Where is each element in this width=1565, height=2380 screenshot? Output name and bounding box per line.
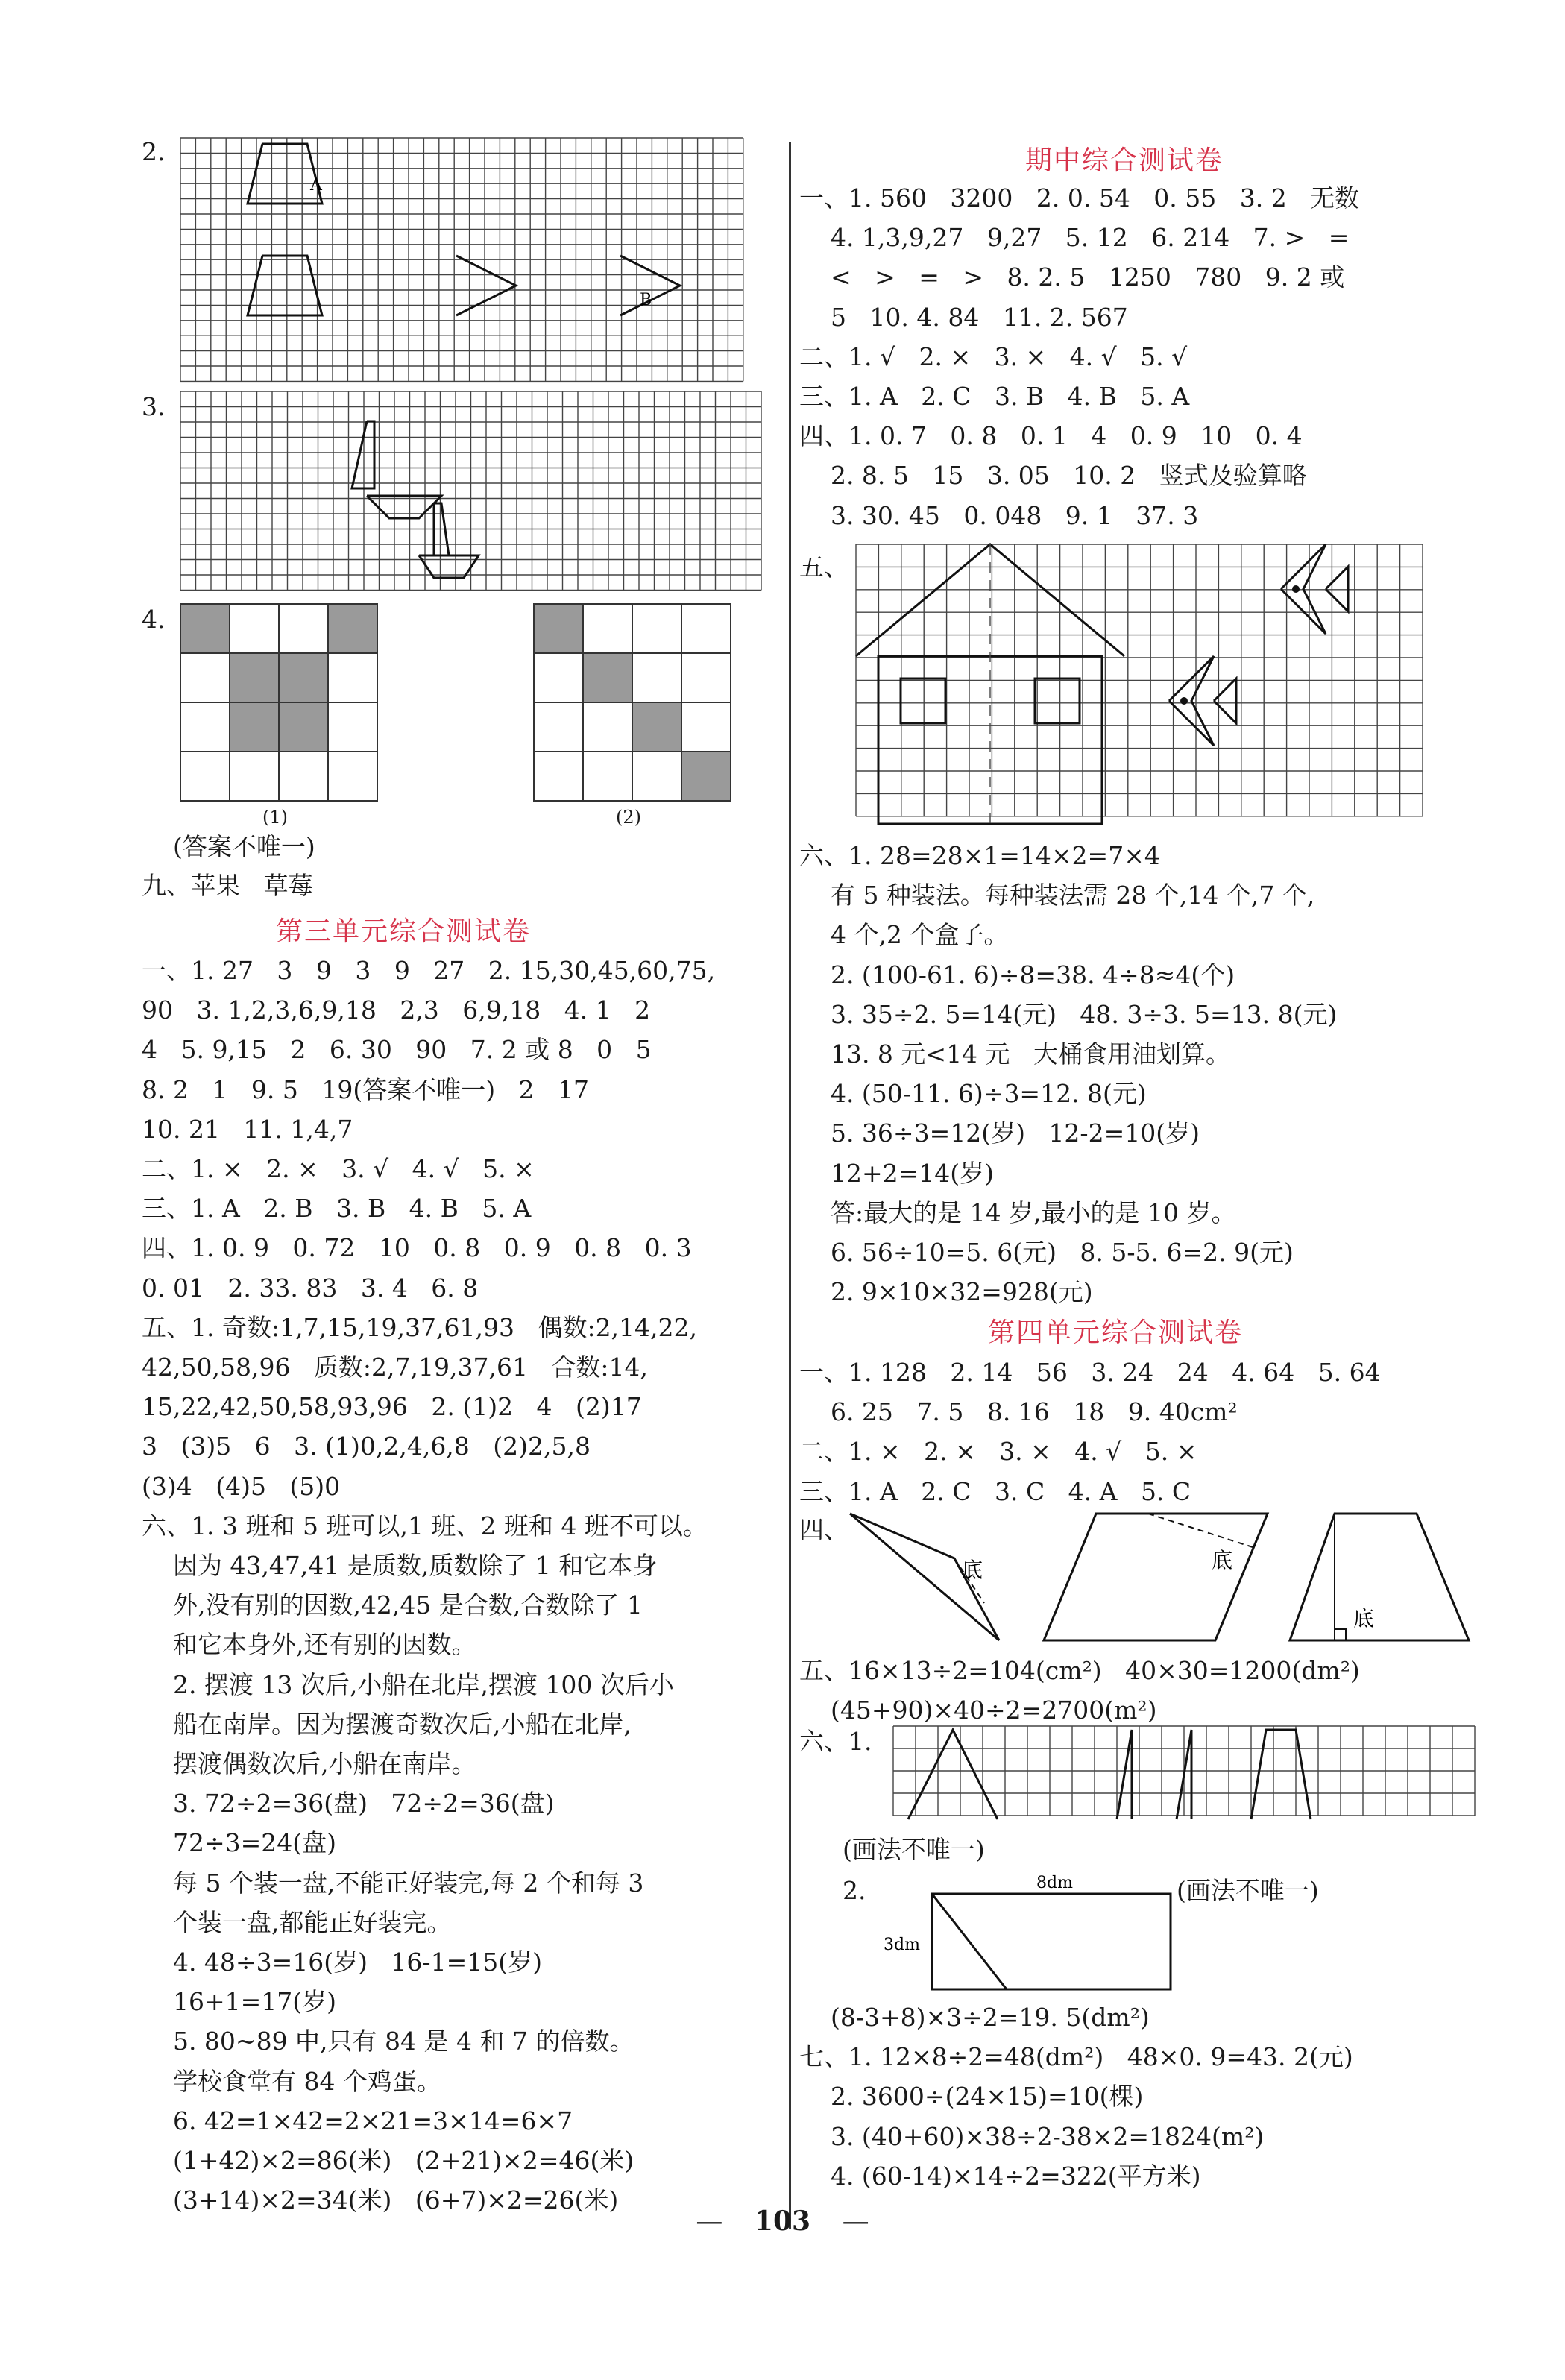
answer-line: 12+2=14(岁) — [799, 1158, 994, 1188]
fig4-label: 4. — [142, 605, 166, 634]
shaded-cell — [279, 702, 328, 752]
answer-line: 5. 80~89 中,只有 84 是 4 和 7 的倍数。 — [142, 2027, 634, 2056]
grid-cell — [180, 752, 230, 801]
answer-line: 4. (60-14)×14÷2=322(平方米) — [799, 2161, 1201, 2191]
grid-cell — [681, 653, 731, 702]
answer-line: 6. 56÷10=5. 6(元) 8. 5-5. 6=2. 9(元) — [799, 1238, 1294, 1267]
answer-line: (3)4 (4)5 (5)0 — [142, 1471, 341, 1501]
fish-1-eye — [1180, 697, 1188, 705]
section-3-title: 第三单元综合测试卷 — [276, 916, 532, 947]
fig-q6-label: 六、1. — [799, 1727, 872, 1756]
answer-line: 2. 3600÷(24×15)=10(棵) — [799, 2082, 1144, 2112]
grid-cell — [328, 702, 377, 752]
column-divider — [789, 142, 791, 2229]
text-line: 九、苹果 草莓 — [142, 871, 313, 900]
grid-cell — [180, 653, 230, 702]
base-label: 底 — [962, 1558, 983, 1582]
answer-line: 6. 25 7. 5 8. 16 18 9. 40cm² — [799, 1397, 1238, 1427]
grid-figure-3 — [180, 391, 762, 593]
answer-line: 个装一盘,都能正好装完。 — [142, 1907, 452, 1937]
answer-line: 4 个,2 个盒子。 — [799, 920, 1009, 950]
fig3-label: 3. — [142, 392, 166, 421]
dimension-3dm: 3dm — [884, 1936, 920, 1954]
fish-2-eye — [1292, 585, 1300, 593]
answer-line: 因为 43,47,41 是质数,质数除了 1 和它本身 — [142, 1551, 658, 1580]
house-window-right — [1035, 679, 1080, 723]
fish-1 — [1169, 656, 1214, 746]
answer-line: 5 10. 4. 84 11. 2. 567 — [799, 302, 1128, 332]
trapezoid-drawn — [1251, 1730, 1311, 1819]
answer-line: 答:最大的是 14 岁,最小的是 10 岁。 — [799, 1197, 1236, 1227]
answer-line: 2. 9×10×32=928(元) — [799, 1277, 1093, 1307]
base-label: 底 — [1353, 1606, 1375, 1631]
shaded-cell — [583, 653, 632, 702]
grid-cell — [279, 604, 328, 653]
answer-line: 五、1. 奇数:1,7,15,19,37,61,93 偶数:2,14,22, — [142, 1312, 698, 1342]
answer-line: 90 3. 1,2,3,6,9,18 2,3 6,9,18 4. 1 2 — [142, 995, 651, 1025]
answer-line: < > = > 8. 2. 5 1250 780 9. 2 或 — [799, 262, 1345, 292]
answer-line: 10. 21 11. 1,4,7 — [142, 1114, 353, 1144]
fish-2-tail — [1326, 567, 1348, 611]
grid-cell — [534, 752, 583, 801]
answer-line: 每 5 个装一盘,不能正好装完,每 2 个和每 3 — [142, 1868, 644, 1898]
grid-cell — [583, 604, 632, 653]
fig5-label: 五、 — [799, 552, 848, 582]
answer-line: 二、1. × 2. × 3. × 4. √ 5. × — [799, 1437, 1197, 1467]
grid-cell — [632, 604, 681, 653]
answer-line: 13. 8 元<14 元 大桶食用油划算。 — [799, 1039, 1231, 1068]
fig-q6-2-label: 2. — [843, 1876, 866, 1905]
answer-line: 二、1. √ 2. × 3. × 4. √ 5. √ — [799, 341, 1188, 371]
house-window-left — [901, 679, 945, 723]
base-label: 底 — [1212, 1548, 1233, 1572]
answer-line: 三、1. A 2. C 3. B 4. B 5. A — [799, 382, 1190, 411]
shaded-cell — [632, 702, 681, 752]
answer-line: 4 5. 9,15 2 6. 30 90 7. 2 或 8 0 5 — [142, 1035, 652, 1065]
triangle-drawn — [908, 1730, 998, 1819]
midterm-title: 期中综合测试卷 — [1025, 145, 1224, 176]
parallelogram-drawn — [1117, 1730, 1132, 1819]
answer-line: 六、1. 28=28×1=14×2=7×4 — [799, 841, 1160, 870]
grid-figure-2 — [180, 138, 744, 382]
answer-line: 七、1. 12×8÷2=48(dm²) 48×0. 9=43. 2(元) — [799, 2042, 1353, 2072]
answer-line: 8. 2 1 9. 5 19(答案不唯一) 2 17 — [142, 1074, 590, 1104]
boat-shape-1 — [352, 421, 374, 488]
grid-cell — [583, 702, 632, 752]
answer-line: 二、1. × 2. × 3. √ 4. √ 5. × — [142, 1154, 535, 1183]
answer-line: 3. 35÷2. 5=14(元) 48. 3÷3. 5=13. 8(元) — [799, 999, 1338, 1029]
footer-dash: — — [842, 2206, 869, 2237]
caption-1: (1) — [262, 807, 288, 828]
grid-figure-4-1 — [180, 604, 380, 804]
shape-label-b: B — [640, 291, 652, 309]
answer-line: 72÷3=24(盘) — [142, 1828, 336, 1858]
grid-cell — [681, 702, 731, 752]
fig-q4-label: 四、 — [799, 1515, 848, 1544]
answer-line: 0. 01 2. 33. 83 3. 4 6. 8 — [142, 1273, 479, 1303]
grid-cell — [681, 604, 731, 653]
answer-line: 15,22,42,50,58,93,96 2. (1)2 4 (2)17 — [142, 1392, 642, 1422]
q6-grid — [893, 1726, 1475, 1823]
page-footer — [0, 2206, 1565, 2237]
answer-line: 一、1. 128 2. 14 56 3. 24 24 4. 64 5. 64 — [799, 1358, 1381, 1387]
house-fish-grid — [856, 544, 1423, 824]
fig2-label: 2. — [142, 137, 166, 166]
shape-label-a: A — [310, 176, 322, 195]
caption-2: (2) — [616, 807, 641, 828]
note-1: (画法不唯一) — [843, 1835, 985, 1864]
answer-line: 3 (3)5 6 3. (1)0,2,4,6,8 (2)2,5,8 — [142, 1432, 591, 1461]
answer-line: 和它本身外,还有别的因数。 — [142, 1630, 476, 1660]
rectangle-figure — [884, 1874, 1178, 1991]
answer-line: 三、1. A 2. B 3. B 4. B 5. A — [142, 1194, 532, 1224]
grid-cell — [534, 702, 583, 752]
answer-line: 外,没有别的因数,42,45 是合数,合数除了 1 — [142, 1590, 643, 1620]
shaded-cell — [681, 752, 731, 801]
base-figures — [850, 1514, 1506, 1648]
grid-cell — [534, 653, 583, 702]
answer-line: 三、1. A 2. C 3. C 4. A 5. C — [799, 1476, 1191, 1506]
answer-line: 2. 8. 5 15 3. 05 10. 2 竖式及验算略 — [799, 461, 1307, 491]
grid-cell — [632, 752, 681, 801]
answer-line: 六、1. 3 班和 5 班可以,1 班、2 班和 4 班不可以。 — [142, 1511, 708, 1540]
answer-line: (8-3+8)×3÷2=19. 5(dm²) — [799, 2003, 1150, 2032]
shaded-cell — [230, 702, 279, 752]
answer-line: 四、1. 0. 9 0. 72 10 0. 8 0. 9 0. 8 0. 3 — [142, 1233, 692, 1263]
answer-line: (45+90)×40÷2=2700(m²) — [799, 1696, 1157, 1725]
grid-cell — [632, 653, 681, 702]
answer-line: 2. 摆渡 13 次后,小船在北岸,摆渡 100 次后小 — [142, 1669, 674, 1699]
answer-line: 42,50,58,96 质数:2,7,19,37,61 合数:14, — [142, 1353, 649, 1382]
shaded-cell — [328, 604, 377, 653]
note-2: (画法不唯一) — [1177, 1876, 1319, 1905]
answer-line: 一、1. 560 3200 2. 0. 54 0. 55 3. 2 无数 — [799, 183, 1360, 212]
answer-line: 船在南岸。因为摆渡奇数次后,小船在北岸, — [142, 1709, 632, 1739]
parallelogram — [1044, 1514, 1268, 1640]
grid-cell — [583, 752, 632, 801]
grid-cell — [279, 752, 328, 801]
dimension-8dm: 8dm — [1036, 1874, 1073, 1892]
shaded-cell — [180, 604, 230, 653]
trapezoid — [248, 256, 322, 315]
answer-line: 学校食堂有 84 个鸡蛋。 — [142, 2066, 441, 2096]
answer-line: (3+14)×2=34(米) (6+7)×2=26(米) — [142, 2185, 619, 2215]
text-line: (答案不唯一) — [142, 832, 315, 861]
answer-line: 3. (40+60)×38÷2-38×2=1824(m²) — [799, 2121, 1265, 2151]
answer-line: (1+42)×2=86(米) (2+21)×2=46(米) — [142, 2146, 634, 2175]
trapezoid — [1290, 1514, 1469, 1640]
answer-line: 4. 48÷3=16(岁) 16-1=15(岁) — [142, 1948, 542, 1977]
section-4-title: 第四单元综合测试卷 — [988, 1318, 1244, 1348]
answer-line: 一、1. 27 3 9 3 9 27 2. 15,30,45,60,75, — [142, 956, 716, 985]
answer-line: 3. 72÷2=36(盘) 72÷2=36(盘) — [142, 1789, 555, 1819]
answer-line: 16+1=17(岁) — [142, 1987, 336, 2017]
answer-line: 6. 42=1×42=2×21=3×14=6×7 — [142, 2106, 573, 2135]
answer-line: 3. 30. 45 0. 048 9. 1 37. 3 — [799, 500, 1199, 530]
grid-cell — [180, 702, 230, 752]
page-number: 103 — [754, 2206, 811, 2237]
answer-line: 有 5 种装法。每种装法需 28 个,14 个,7 个, — [799, 881, 1315, 910]
fish-1-tail — [1214, 679, 1236, 723]
answer-line: 2. (100-61. 6)÷8=38. 4÷8≈4(个) — [799, 960, 1235, 989]
grid-cell — [230, 752, 279, 801]
answer-line: 4. 1,3,9,27 9,27 5. 12 6. 214 7. > = — [799, 223, 1350, 253]
grid-cell — [328, 752, 377, 801]
shaded-cell — [230, 653, 279, 702]
footer-dash: — — [696, 2206, 723, 2237]
boat-shape-1-base — [367, 496, 441, 518]
arrow-shape — [456, 256, 516, 315]
grid-cell — [230, 604, 279, 653]
answer-line: 5. 36÷3=12(岁) 12-2=10(岁) — [799, 1118, 1200, 1148]
grid-cell — [328, 653, 377, 702]
answer-line: 摆渡偶数次后,小船在南岸。 — [142, 1749, 476, 1778]
answer-line: 4. (50-11. 6)÷3=12. 8(元) — [799, 1079, 1147, 1109]
shaded-cell — [279, 653, 328, 702]
answer-line: 五、16×13÷2=104(cm²) 40×30=1200(dm²) — [799, 1656, 1360, 1685]
answer-line: 四、1. 0. 7 0. 8 0. 1 4 0. 9 10 0. 4 — [799, 421, 1303, 451]
fish-2 — [1281, 544, 1326, 634]
shaded-cell — [534, 604, 583, 653]
grid-figure-4-2 — [534, 604, 734, 804]
